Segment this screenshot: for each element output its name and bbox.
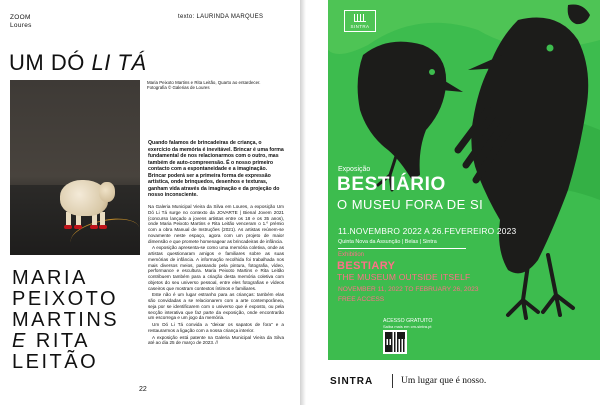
article-title [9, 50, 147, 76]
artists-names [12, 268, 142, 373]
pt-title: BESTIÁRIO [337, 174, 446, 195]
red-shoe [99, 225, 107, 229]
section-title: ZOOM [10, 14, 31, 21]
pt-label: Exposição [338, 166, 371, 173]
access-link-text: Saiba mais em cm-sintra.pt [383, 324, 432, 329]
en-label: Exhibition [338, 252, 365, 258]
en-free-access: FREE ACCESS [338, 296, 385, 303]
sculpture-leg [66, 212, 71, 226]
page-gutter [300, 0, 306, 405]
pt-venue: Quinta Nova da Assunção | Belas | Sintra [338, 239, 437, 245]
section-label [10, 14, 32, 30]
bird-right-eye [547, 45, 554, 52]
footer-brand-logo: SINTRA [330, 376, 374, 387]
photo-caption: Maria Peixoto Martins e Rita Leitão, Quarto ao entardecer. Fotografia © Galerias de Loures [147, 80, 261, 91]
bird-left-body [358, 42, 447, 180]
bird-right-leg [543, 255, 573, 315]
body-paragraph: Na Galeria Municipal Vieira da Silva em Loures, a exposição Um Dó Li Tá surge no contexto da JOVARTE | Bienal Jovem 2021 (concurso lançado a jovens artistas entre os 18 e os 35 anos), onde Maria Peixoto Martins e Rita Leitão venceram o 1.º prémio com a obra Manual de Instruções (2021). As artistas reúnem-se novamente neste espaço, agora com um projeto de maior dimensão e que promete homenagear as brincadeiras de infância. [148, 204, 284, 244]
en-subtitle: THE MUSEUM OUTSIDE ITSELF [337, 272, 471, 282]
page-number: 22 [139, 386, 147, 393]
en-dates: NOVEMBER 11, 2022 TO FEBRUARY 26, 2023 [338, 286, 479, 293]
sintra-badge: SINTRA [344, 10, 376, 32]
en-title: BESTIARY [337, 260, 396, 272]
bird-left-eye [429, 69, 435, 75]
article-body [148, 204, 284, 347]
bird-right-leg [508, 265, 538, 318]
section-subtitle: Loures [10, 22, 32, 29]
pt-subtitle: O MUSEU FORA DE SI [337, 197, 484, 212]
artist-line: LEITÃO [12, 351, 99, 373]
pt-dates: 11.NOVEMBRO 2022 A 26.FEVEREIRO 2023 [338, 226, 517, 236]
sculpture-head [99, 182, 115, 202]
artist-line: MARTINS [12, 309, 120, 331]
artist-line: MARIA [12, 267, 88, 289]
red-shoe [64, 225, 72, 229]
artist-line: PEIXOTO [12, 288, 119, 310]
access-info [383, 318, 432, 330]
body-paragraph: Este não é um lugar estranho para as crianças: também elas são convidadas a se relacionarem com a arte contemporânea, seja por se identificarem com o universo que é exposto, ou pela secção interativa que faz parte da exposição, onde encontrarão um escorrega e um jogo da memória. [148, 292, 284, 321]
artist-line: E RITA [12, 330, 90, 352]
title-plain: UM DÓ [9, 50, 92, 75]
footer-separator [392, 374, 393, 388]
body-paragraph: A exposição está patente na Galeria Municipal Vieira da Silva até ao dia 25 de março de 2023. // [148, 334, 284, 346]
red-shoe [90, 225, 98, 229]
sculpture-leg [100, 212, 105, 226]
footer-slogan: Um lugar que é nosso. [401, 376, 487, 386]
divider [338, 248, 466, 249]
qr-code-icon[interactable] [383, 330, 407, 354]
lead-paragraph: Quando falamos de brincadeiras de criança, o exercício da memória é inevitável. Brincar é uma forma fundamental de nos relacionarmos com o outro, mas também de auto-compreensão. É o nosso primeiro contacto com a espontaneidade e a imaginação. Brincar poderá ser a primeira forma de expressão artística, onde brinquedos, desenhos e texturas, ganham vida através da imaginação e da projeção do nosso inconsciente. [148, 140, 284, 198]
red-shoe [74, 225, 82, 229]
body-paragraph: Um Dó Li Tá convida a "deixar os sapatos de fora" e a restaurarmos a ligação com a nossa criança interior. [148, 322, 284, 333]
author-credit: texto: LAURINDA MARQUES [178, 14, 264, 20]
exhibition-poster [328, 0, 600, 360]
access-title: ACESSO GRATUITO [383, 318, 433, 324]
body-paragraph: A exposição apresenta-se como uma memória coletiva, onde as artistas questionaram amigos e familiares sobre as suas memórias de infância. A informação recolhida foi trabalhada nos mais diversos meios, passando pela pintura, fotografia, vídeo, performance e escultura. Maria Peixoto Martins e Rita Leitão contribuem também para a criação desta memória coletiva com objetos do seu universo pessoal, entre eles fotografias e vídeos caseiros que mostram contextos íntimos e familiares. [148, 245, 284, 291]
title-italic: LI TÁ [91, 50, 147, 75]
artwork-photo [10, 80, 140, 255]
